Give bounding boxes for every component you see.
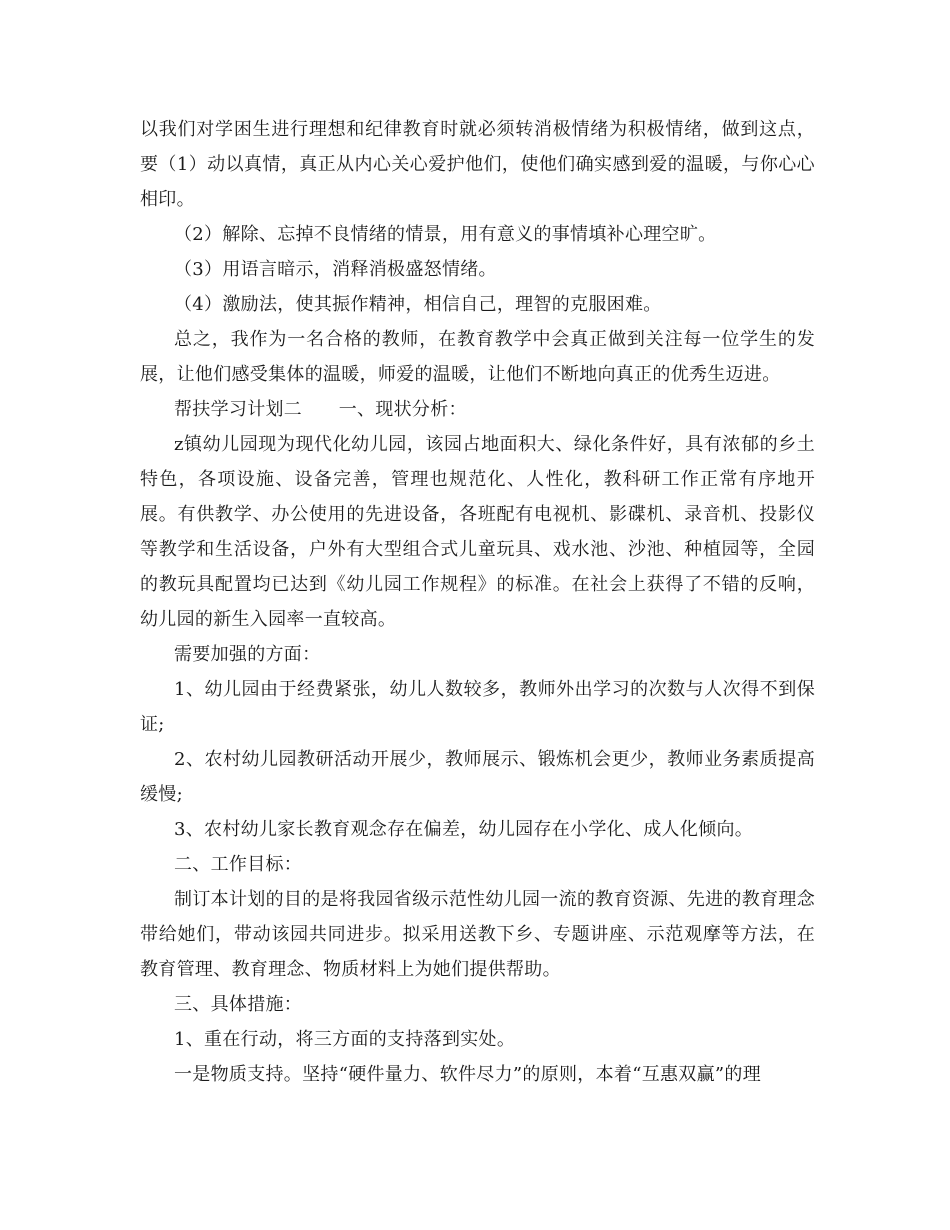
paragraph-status-analysis: z镇幼儿园现为现代化幼儿园，该园占地面积大、绿化条件好，具有浓郁的乡土特色，各项设施、设备完善，管理也规范化、人性化，教科研工作正常有序地开展。有供教学、办公使用的先进设备，各班配有电视机、影碟机、录音机、投影仪等教学和生活设备，户外有大型组合式儿童玩具、戏水池、沙池、种植园等，全园的教玩具配置均已达到《幼儿园工作规程》的标准。在社会上获得了不错的反响，幼儿园的新生入园率一直较高。	[140, 434, 815, 630]
document-body	[140, 112, 815, 1092]
paragraph-point-3: （3）用语言暗示，消释消极盛怒情绪。	[174, 259, 497, 280]
paragraph-need-1: 1、幼儿园由于经费紧张，幼儿人数较多，教师外出学习的次数与人次得不到保证;	[140, 679, 815, 735]
paragraph-needs-heading: 需要加强的方面：	[174, 644, 321, 665]
paragraph-need-3: 3、农村幼儿家长教育观念存在偏差，幼儿园存在小学化、成人化倾向。	[174, 819, 754, 840]
paragraph-measure-1: 1、重在行动，将三方面的支持落到实处。	[174, 1029, 516, 1050]
paragraph-continuation: 以我们对学困生进行理想和纪律教育时就必须转消极情绪为积极情绪，做到这点，要（1）动以真情，真正从内心关心爱护他们，使他们确实感到爱的温暖，与你心心相印。	[140, 119, 815, 210]
paragraph-point-4: （4）激励法，使其振作精神，相信自己，理智的克服困难。	[174, 294, 662, 315]
paragraph-need-2: 2、农村幼儿园教研活动开展少，教师展示、锻炼机会更少，教师业务素质提高缓慢;	[140, 749, 815, 805]
paragraph-goals: 制订本计划的目的是将我园省级示范性幼儿园一流的教育资源、先进的教育理念带给她们，带动该园共同进步。拟采用送教下乡、专题讲座、示范观摩等方法，在教育管理、教育理念、物质材料上为她们提供帮助。	[140, 889, 815, 980]
paragraph-point-2: （2）解除、忘掉不良情绪的情景，用有意义的事情填补心理空旷。	[174, 224, 717, 245]
paragraph-goals-heading: 二、工作目标：	[174, 854, 303, 875]
paragraph-summary: 总之，我作为一名合格的教师，在教育教学中会真正做到关注每一位学生的发展，让他们感受集体的温暖，师爱的温暖，让他们不断地向真正的优秀生迈进。	[140, 329, 815, 385]
paragraph-measures-heading: 三、具体措施：	[174, 994, 303, 1015]
paragraph-material-support: 一是物质支持。坚持“硬件量力、软件尽力”的原则，本着“互惠双赢”的理	[174, 1064, 762, 1085]
paragraph-plan-two-heading: 帮扶学习计划二 一、现状分析：	[174, 399, 467, 420]
